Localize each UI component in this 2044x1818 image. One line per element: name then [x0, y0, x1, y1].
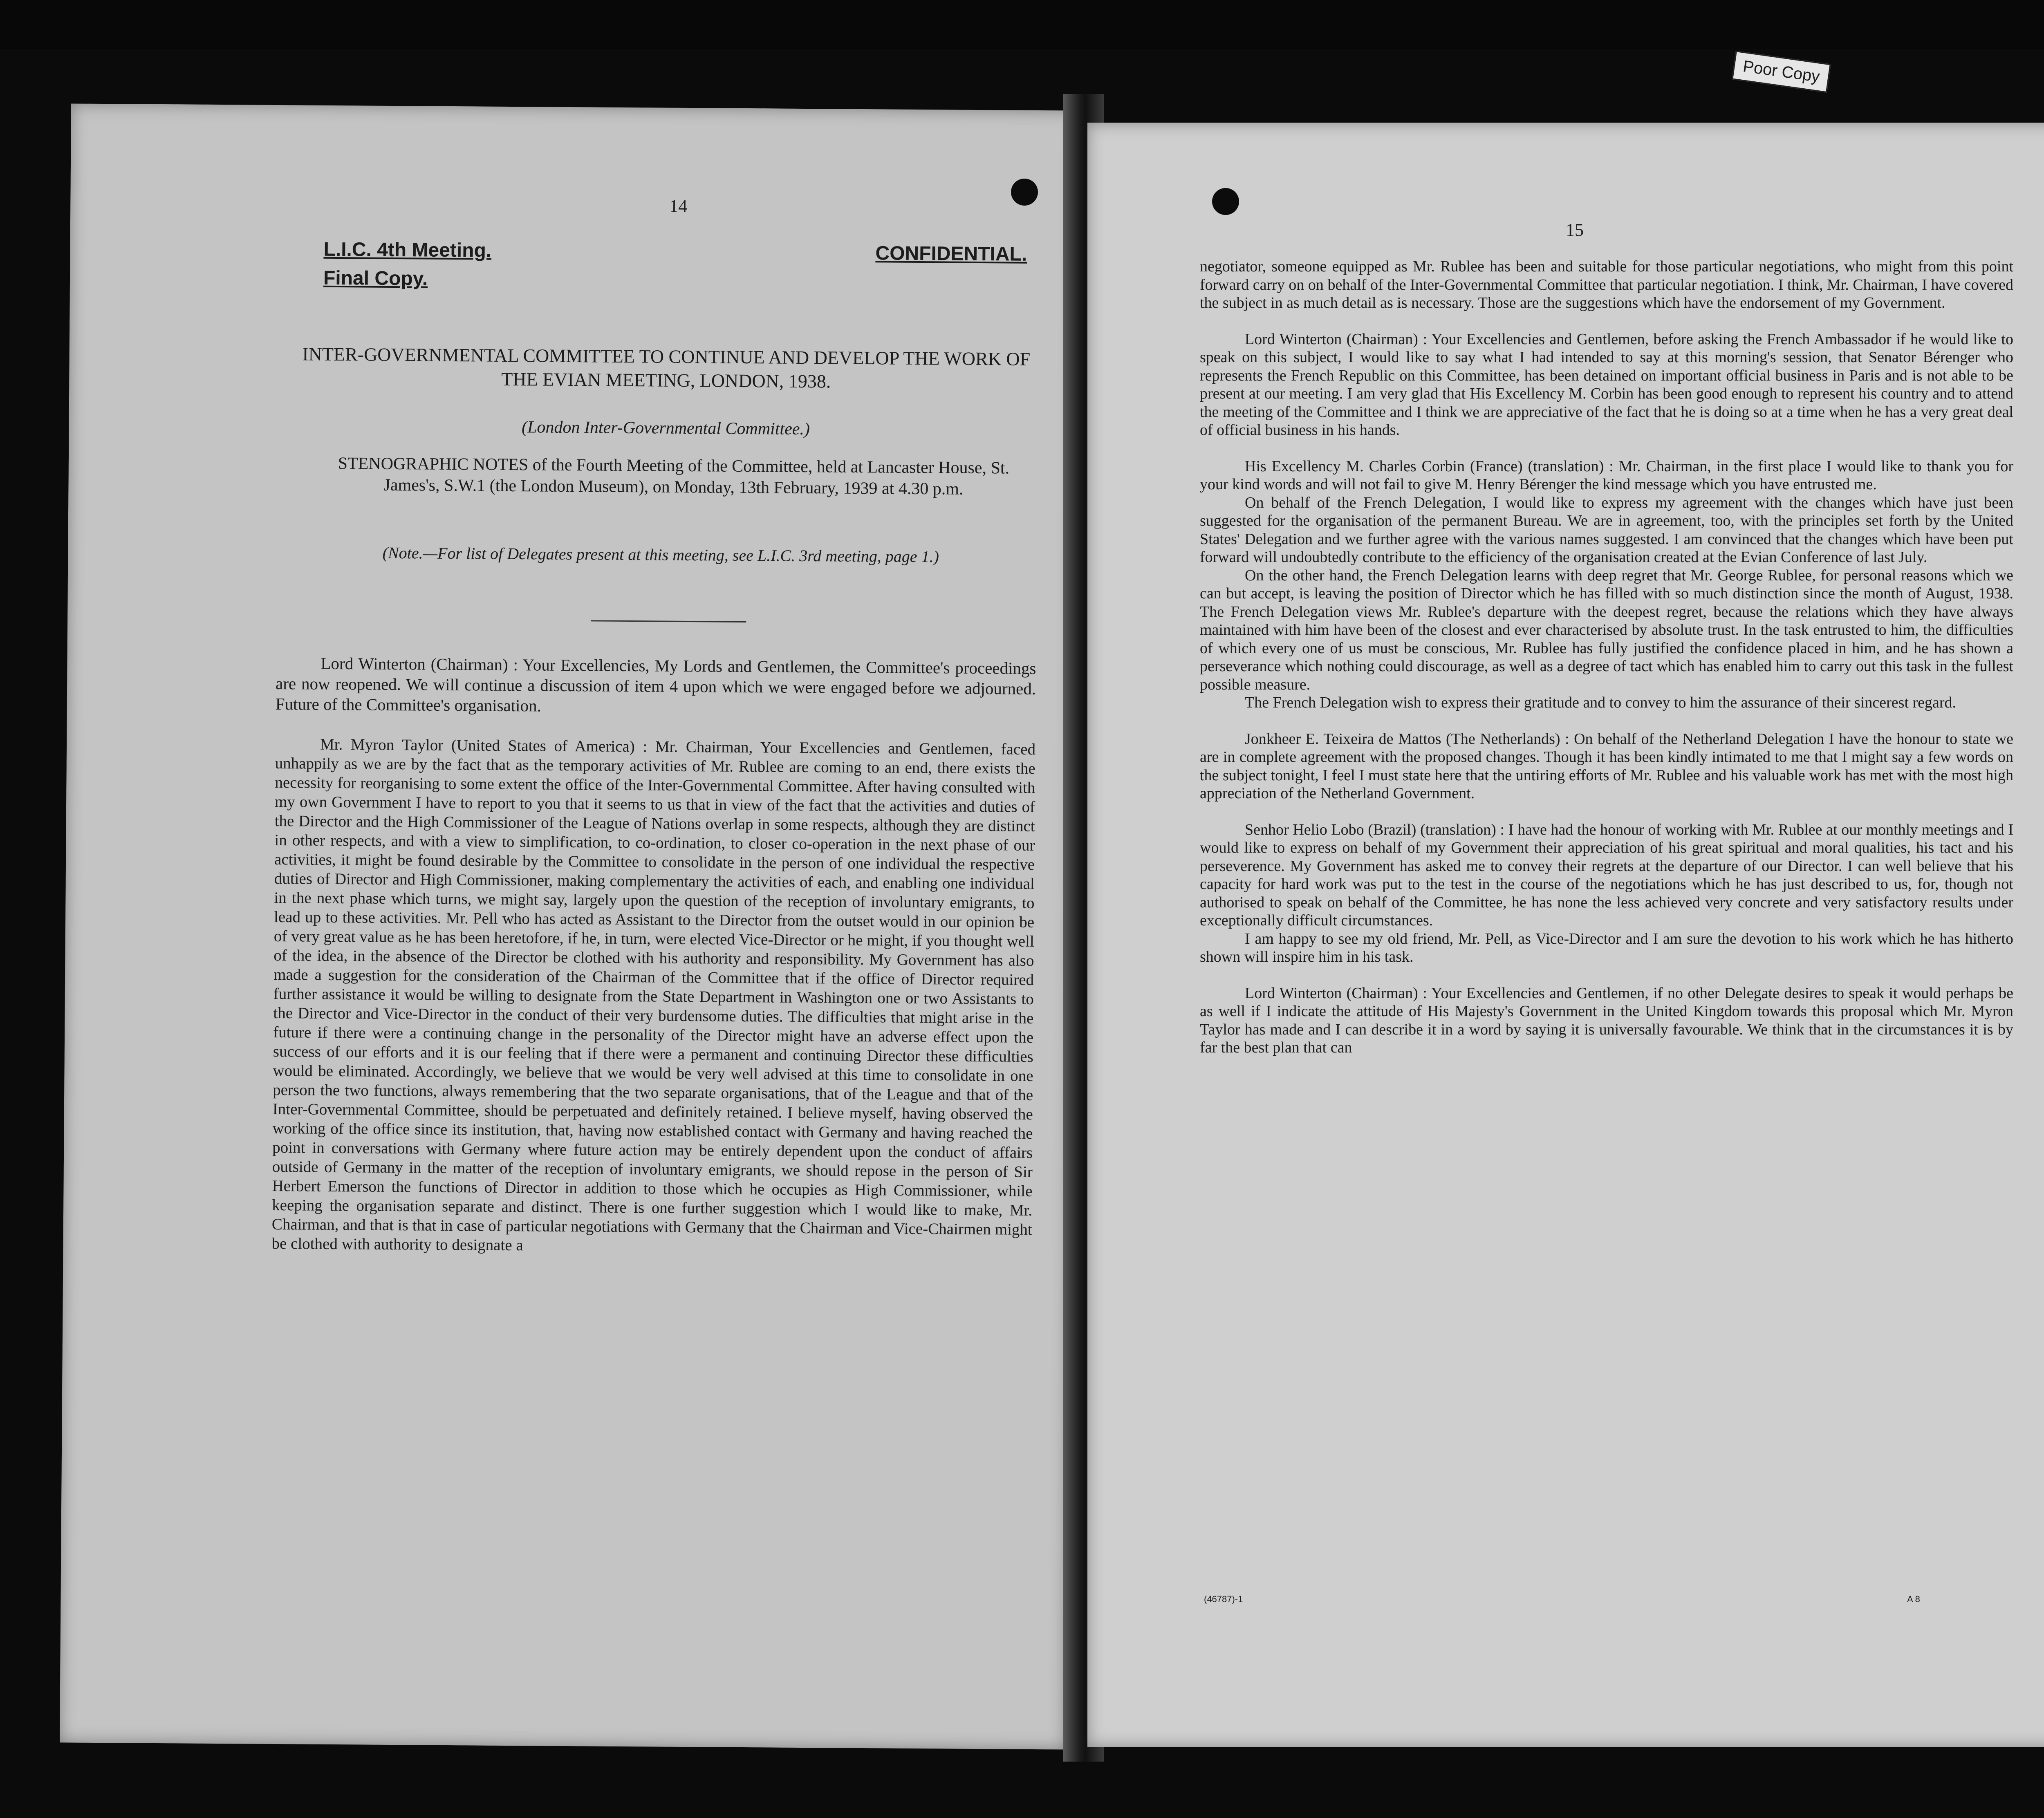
left-page-body — [271, 653, 1036, 1258]
paragraph: Lord Winterton (Chairman) : Your Excellencies, My Lords and Gentlemen, the Committee's proceedings are now reopened. We will continue a discussion of item 4 upon which we were engaged before we adjourned. Future of the Committee's organisation. — [275, 654, 1036, 715]
left-page — [60, 103, 1077, 1749]
paragraph: Senhor Helio Lobo (Brazil) (translation) : I have had the honour of working with Mr. Rublee at our monthly meetings and I would like to express on behalf of my Government their appreciation of his great spiritual and moral qualities, his tact and his perseverence. My Government has asked me to convey their regrets at the departure of our Director. I can well believe that his capacity for hard work was put to the test in the course of the negotiations which he has just described to us, for, though not authorised to speak on behalf of the Committee, he has none the less achieved very concrete and very satisfactory results under exceptionally difficult circumstances. — [1200, 821, 2013, 929]
confidential-label: CONFIDENTIAL. — [875, 242, 1027, 265]
document-title: INTER-GOVERNMENTAL COMMITTEE TO CONTINUE AND DEVELOP THE WORK OF THE EVIAN MEETING, LONDON, 1938. — [302, 343, 1031, 392]
paragraph: His Excellency M. Charles Corbin (France) (translation) : Mr. Chairman, in the first place I would like to thank you for your kind words and will not fail to give M. Henry Bérenger the kind message which you have entrusted me. — [1200, 457, 2013, 493]
right-page — [1087, 123, 2044, 1747]
poor-copy-stamp: Poor Copy — [1732, 51, 1831, 93]
page-number: 14 — [669, 196, 688, 216]
punch-hole-left — [1011, 179, 1038, 206]
right-page-body — [1200, 257, 2013, 1057]
paragraph: I am happy to see my old friend, Mr. Pell, as Vice-Director and I am sure the devotion to his work which he has hitherto shown will inspire him in his task. — [1200, 930, 2013, 965]
signature-mark: A 8 — [1907, 1594, 1920, 1604]
stenographic-notes-heading: STENOGRAPHIC NOTES of the Fourth Meeting of the Committee, held at Lancaster House, St. James's, S.W.1 (the London Museum), on Monday, 13th February, 1939 at 4.30 p.m. — [338, 454, 1010, 499]
scan-background — [0, 0, 2044, 49]
paragraph: Lord Winterton (Chairman) : Your Excellencies and Gentlemen, before asking the French Ambassador if he would like to speak on this subject, I would like to say what I had intended to say at this morning's session, that Senator Bérenger who represents the French Republic on this Committee, has been detained on important official business in Paris and is not able to be present at our meeting. I am very glad that His Excellency M. Corbin has been good enough to represent his country and to attend the meeting of the Committee and I think we are appreciative of the fact that he is doing so at a time when he has a very great deal of official business in his hands. — [1200, 330, 2013, 439]
paragraph: Mr. Myron Taylor (United States of America) : Mr. Chairman, Your Excellencies and Gentlemen, faced unhappily as we are by the fact that as the temporary activities of Mr. Rublee are coming to an end, there exists the necessity for reorganising to some extent the office of the Inter-Governmental Committee. After having consulted with my own Government I have to report to you that it seems to us that in view of the fact that the activities and duties of the Director and the High Commissioner of the League of Nations overlap in some respects, although they are distinct in other respects, and with a view to simplification, to co-ordination, to closer co-operation in the next phase of our activities, it might be found desirable by the Committee to consolidate in the person of one individual the respective duties of Director and High Commissioner, making complementary the activities of each, and enabling one individual in the next phase which turns, we might say, largely upon the question of the reception of involuntary emigrants, to lead up to these activities. Mr. Pell who has acted as Assistant to the Director from the outset would in our opinion be of very great value as he has been heretofore, if he, in turn, were elected Vice-Director or he might, if you thought well of the idea, in the absence of the Director be clothed with his authority and responsibility. My Government has also made a suggestion for the consideration of the Chairman of the Committee that if the office of Director required further assistance it would be willing to designate from the State Department in Washington one or two Assistants to the Director and Vice-Director in the conduct of their very burdensome duties. The difficulties that might arise in the future if there were a continuing change in the personality of the Director might have an adverse effect upon the success of our efforts and it is our feeling that if there were a permanent and continuing Director these difficulties would be eliminated. Accordingly, we believe that we would be very well advised at this time to consolidate in one person the two functions, always remembering that the two separate organisations, that of the League and that of the Inter-Governmental Committee, should be perpetuated and definitely retained. I believe myself, having observed the working of the office since its institution, that, having now established contact with Germany and having reached the point in conversations with Germany where future action may be entirely dependent upon the conduct of affairs outside of Germany in the matter of the reception of involuntary emigrants, we should repose in the person of Sir Herbert Emerson the functions of Director in addition to those which he occupies as High Commissioner, while keeping the organisation separate and distinct. There is one further suggestion which I would like to make, Mr. Chairman, and that is that in case of particular negotiations with Germany that the Chairman and Vice-Chairmen might be clothed with authority to designate a — [271, 735, 1036, 1254]
committee-subtitle: (London Inter-Governmental Committee.) — [521, 418, 810, 439]
paragraph: The French Delegation wish to express their gratitude and to convey to him the assurance of their sincerest regard. — [1245, 694, 1957, 711]
paragraph: On the other hand, the French Delegation learns with deep regret that Mr. George Rublee, for personal reasons which we can but accept, is leaving the position of Director which he has filled with so much distinction since the month of August, 1938. The French Delegation views Mr. Rublee's departure with the deepest regret, because the relations which they have always maintained with him have been of the closest and ever characterised by absolute trust. In the task entrusted to him, the difficulties of which every one of us must be conscious, Mr. Rublee has fully justified the confidence placed in him, and he has shown a perseverance which nothing could discourage, as well as a degree of tact which has enabled him to carry out this task in the fullest possible measure. — [1200, 566, 2013, 693]
paragraph: On behalf of the French Delegation, I would like to express my agreement with the changes which have just been suggested for the organisation of the permanent Bureau. We are in agreement, too, with the principles set forth by the United States' Delegation and we further agree with the various names suggested. I am convinced that the changes which have been put forward will undoubtedly contribute to the efficiency of the organisation created at the Evian Conference of last July. — [1200, 494, 2013, 566]
print-code: (46787)-1 — [1204, 1594, 1243, 1604]
paragraph: Jonkheer E. Teixeira de Mattos (The Netherlands) : On behalf of the Netherland Delegation I have the honour to state we are in complete agreement with the proposed changes. Though it has been kindly intimated to me that I might say a few words on the subject tonight, I feel I must state here that the untiring efforts of Mr. Rublee and his valuable work has met with the most high appreciation of the Netherland Government. — [1200, 730, 2013, 802]
punch-hole-right — [1212, 188, 1239, 215]
final-copy-label: Final Copy. — [323, 267, 428, 290]
meeting-label: L.I.C. 4th Meeting. — [323, 238, 492, 262]
delegates-note: (Note.—For list of Delegates present at this meeting, see L.I.C. 3rd meeting, page 1.) — [382, 543, 939, 566]
paragraph: Lord Winterton (Chairman) : Your Excellencies and Gentlemen, if no other Delegate desires to speak it would perhaps be as well if I indicate the attitude of His Majesty's Government in the United Kingdom towards this proposal which Mr. Myron Taylor has made and I can describe it in a word by saying it is universally favourable. We think that in the circumstances it is by far the best plan that can — [1200, 984, 2013, 1056]
paragraph: negotiator, someone equipped as Mr. Rublee has been and suitable for those particular negotiations, who might from this point forward carry on on behalf of the Inter-Governmental Committee that particular negotiation. I think, Mr. Chairman, I have covered the subject in as much detail as is necessary. Those are the suggestions which have the endorsement of my Government. — [1200, 258, 2013, 311]
page-number: 15 — [1566, 220, 1584, 240]
section-divider — [591, 620, 746, 622]
